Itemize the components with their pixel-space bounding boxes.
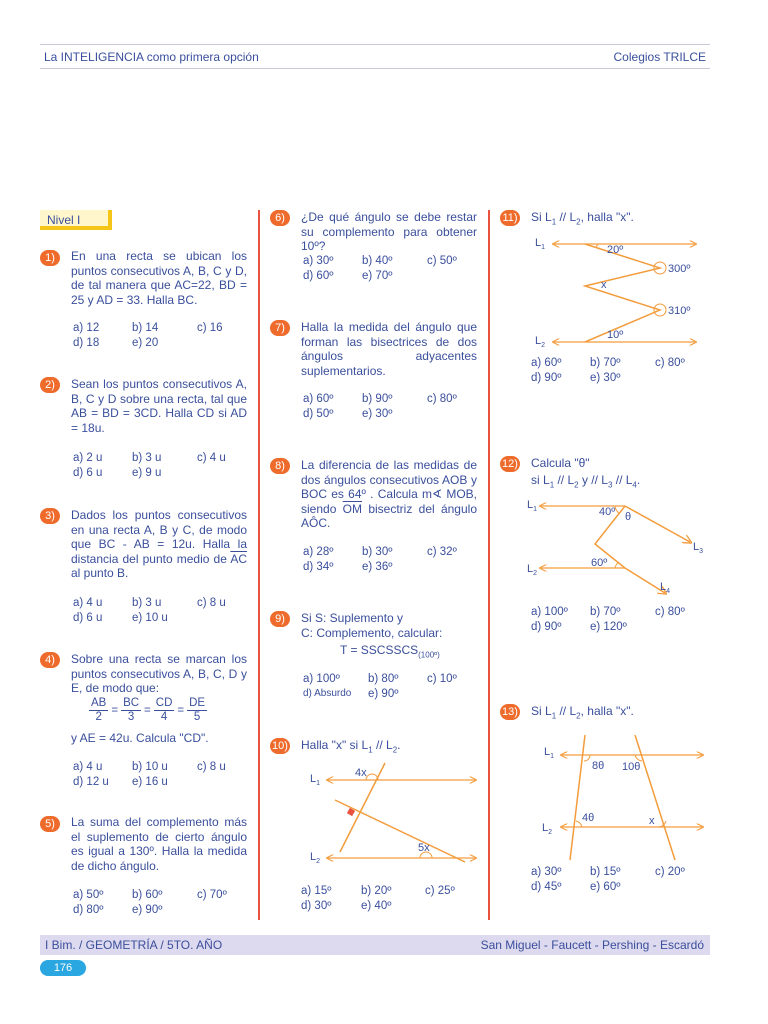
svg-text:L1: $L_1$ [544,746,555,760]
option: e) 70º [362,270,393,282]
angle-label: x [601,279,607,291]
option: d) 80º [73,904,104,916]
option: d) 12 u [73,776,109,788]
option: d) 34º [303,561,334,573]
option: e) 30º [590,372,621,384]
problem-number: 3) [40,508,60,524]
problem-number: 6) [270,210,290,226]
page-number: 176 [40,960,86,976]
segment-ac: $\overline{AC}$ [230,551,247,566]
problem-number: 5) [40,816,60,832]
ray-om: $\overline{OM}$ [342,501,363,516]
angle-label: 5x [418,842,430,854]
level-label: Nivel I [40,210,112,230]
problem-number: 7) [270,320,290,336]
figure-13 [540,735,710,865]
option: a) 4 u [73,597,103,609]
problem-3-text: Dados los puntos consecutivos en una recta A, B y C, de modo que BC - AB = 12u. Halla la distancia del punto medio de $\overline{AC}$ al punto B. [71,508,247,581]
svg-text:L1: $L_1$ [527,499,538,513]
option: b) 90º [362,393,393,405]
angle-label: θ [625,511,632,523]
option: c) 16 [197,322,223,334]
footer-left-text: I Bim. / GEOMETRÍA / 5TO. AÑO [45,938,223,952]
option: a) 100º [303,673,340,685]
problem-6-text: ¿De qué ángulo se debe restar su complemento para obtener 10º? [301,210,477,254]
option: a) 4 u [73,761,103,773]
header-right-text: Colegios TRILCE [613,50,706,64]
option: c) 80º [655,606,685,618]
option: e) 16 u [132,776,168,788]
option: e) 10 u [132,612,168,624]
problem-number: 11) [500,210,520,226]
option: d) 6 u [73,467,103,479]
option: e) 9 u [132,467,162,479]
footer-right-text: San Miguel - Faucett - Pershing - Escardó [480,938,704,952]
option: b) 60º [132,889,163,901]
problem-4-text-2: y AE = 42u. Calcula "CD". [71,731,209,745]
option: b) 3 u [132,452,162,464]
option: a) 28º [303,546,334,558]
option: a) 12 [73,322,100,334]
header-rule-top [40,44,710,45]
option: a) 2 u [73,452,103,464]
option: d) 6 u [73,612,103,624]
problem-5-text: La suma del complemento más el suplemento de cierto ángulo es igual a 130º. Halla la medida de dicho ángulo. [71,815,247,873]
angle-label: 8θ [592,760,605,772]
option: c) 4 u [197,452,226,464]
option: d) 45º [531,881,562,893]
option: b) 80º [368,673,399,685]
angle-label: 310º [668,305,691,317]
problem-7-text: Halla la medida del ángulo que forman las bisectrices de dos ángulos adyacentes suplementarios. [301,320,477,378]
column-divider-2 [488,210,490,920]
problem-number: 1) [40,250,60,266]
header-rule-bottom [40,68,710,69]
option: b) 70º [590,606,621,618]
option: e) 40º [361,900,392,912]
angle-label: 40º [599,506,616,518]
option: c) 8 u [197,761,226,773]
angle-label: 4θ [582,812,595,824]
svg-text:L2: $L_2$ [310,851,321,865]
option: b) 10 u [132,761,168,773]
problem-4-text: Sobre una recta se marcan los puntos consecutivos A, B, C, D y E, de modo que: [71,652,247,696]
option: b) 20º [361,885,392,897]
option: c) 80º [655,357,685,369]
problem-number: 9) [270,611,290,627]
option: e) 90º [132,904,163,916]
problem-9-formula: $T = SSCSSCS_{(100º)}$ [340,643,440,660]
option: d) 90º [531,621,562,633]
option: d) 60º [303,270,334,282]
problem-13-text: Si $L_1 // L_2$, halla "x". [531,704,634,721]
option: b) 30º [362,546,393,558]
option: c) 25º [425,885,455,897]
option: c) 32º [427,546,457,558]
svg-text:L1: $L_1$ [535,237,546,251]
option: a) 30º [303,255,334,267]
option: c) 20º [655,866,685,878]
figure-12 [525,496,710,601]
option: a) 60º [303,393,334,405]
option: b) 3 u [132,597,162,609]
option: e) 90º [368,688,399,700]
option: b) 15º [590,866,621,878]
svg-text:L2: $L_2$ [542,822,553,836]
angle-label: 10θ [622,761,641,773]
option: a) 50º [73,889,104,901]
svg-text:L4: $L_4$ [660,581,671,595]
angle-label: 10º [607,329,624,341]
option: a) 15º [301,885,332,897]
problem-12-line-1: Calcula "θ" [531,456,590,470]
option: c) 50º [427,255,457,267]
figure-11 [530,232,705,352]
angle-label: 60º [591,557,608,569]
option: a) 30º [531,866,562,878]
option: e) 20 [132,337,159,349]
figure-10 [300,760,480,880]
problem-8-text: La diferencia de las medidas de dos ángulos consecutivos AOB y BOC es 64º . Calcula m∢ MOB, siendo $\overline{OM}$ bisectriz del ángulo AÔC. [301,458,477,531]
option: c) 70º [197,889,227,901]
option: b) 14 [132,322,159,334]
svg-text:L2: $L_2$ [527,563,538,577]
problem-10-text: Halla "x" si $L_1 // L_2$. [301,738,401,755]
problem-2-text: Sean los puntos consecutivos A, B, C y D sobre una recta, tal que AB = BD = 3CD. Halla CD si AD = 18u. [71,377,247,435]
angle-label: 20º [607,244,624,256]
problem-1-text: En una recta se ubican los puntos consecutivos A, B, C y D, de tal manera que AC=22, BD = 25 y AD = 33. Halla BC. [71,249,247,307]
problem-number: 10) [270,738,290,754]
header-left-text: La INTELIGENCIA como primera opción [44,50,259,64]
option: e) 120º [590,621,627,633]
option: d) 50º [303,408,334,420]
problem-9-line-1: Si S: Suplemento y [301,611,404,625]
ratio-equation: $\frac{AB}{2}$ = $\frac{BC}{3}$ = $\frac{CD}{4}$ = $\frac{DE}{5}$ [91,697,206,723]
svg-text:L2: $L_2$ [535,335,546,349]
option: d) 90º [531,372,562,384]
option: b) 70º [590,357,621,369]
option: d) Absurdo [303,688,352,699]
angle-label: x [649,815,655,827]
option: e) 36º [362,561,393,573]
option: d) 30º [301,900,332,912]
problem-12-line-2: si $L_1 // L_2$ y // $L_3 // L_4$. [531,473,641,490]
option: d) 18 [73,337,100,349]
option: e) 60º [590,881,621,893]
problem-11-text: Si $L_1 // L_2$, halla "x". [531,210,634,227]
option: c) 8 u [197,597,226,609]
problem-number: 13) [500,704,520,720]
option: c) 10º [427,673,457,685]
problem-number: 8) [270,458,290,474]
problem-number: 12) [500,456,520,472]
option: e) 30º [362,408,393,420]
problem-9-line-2: C: Complemento, calcular: [301,626,443,640]
angle-label: 300º [668,263,691,275]
option: a) 60º [531,357,562,369]
svg-text:L1: $L_1$ [310,773,321,787]
problem-number: 4) [40,652,60,668]
option: c) 80º [427,393,457,405]
option: b) 40º [362,255,393,267]
svg-text:L3: $L_3$ [693,541,704,555]
angle-label: 4x [355,767,367,779]
problem-number: 2) [40,377,60,393]
option: a) 100º [531,606,568,618]
column-divider-1 [258,210,260,920]
